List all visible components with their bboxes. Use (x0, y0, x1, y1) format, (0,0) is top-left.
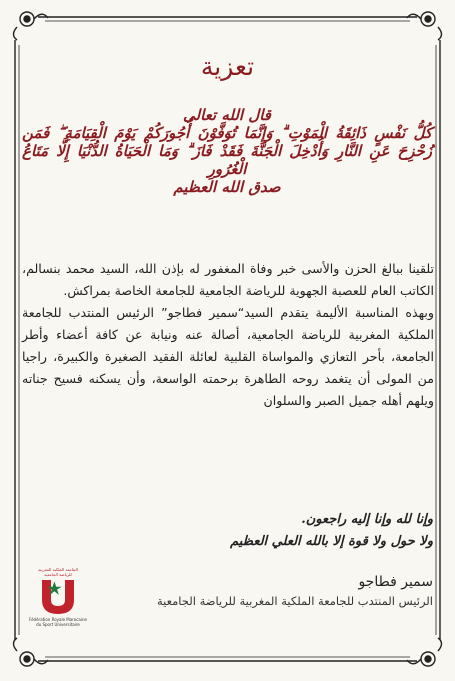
body-paragraph-1: تلقينا ببالغ الحزن والأسى خبر وفاة المغفور له بإذن الله، السيد محمد بنسالم، الكاتب العام للعصبة الجهوية للرياضة الجامعية للجامعة الخاصة بمراكش. (22, 261, 434, 298)
federation-logo (20, 565, 96, 627)
verse-intro: قال الله تعالى (183, 106, 271, 124)
quran-verse-block (22, 106, 432, 196)
condolence-body (22, 258, 434, 412)
body-paragraph-2: وبهذه المناسبة الأليمة يتقدم السيد“سمير فطاجو” الرئيس المنتدب للجامعة الملكية المغربية للرياضة الجامعية، أصالة عنه ونيابة عن كافة أعضاء وأطر الجامعة، بأحر التعازي والمواساة القلبية لعائلة الفقيد الصغيرة والكبيرة، راجيا من المولى أن يتغمد روحه الطاهرة برحمته الواسعة، وأن يسكنه فسيح جناته ويلهم أهله جميل الصبر والسلوان (22, 305, 434, 408)
closing-line-2: ولا حول ولا قوة إلا بالله العلي العظيم (230, 534, 433, 549)
logo-text-fr-1: Fédération Royale Marocaine (29, 617, 87, 622)
logo-text-ar-1: الجامعة الملكية المغربية (38, 567, 78, 572)
logo-text-fr-2: du Sport Universitaire (36, 622, 80, 627)
logo-emblem-icon (20, 578, 96, 618)
page-title: تعزية (200, 52, 255, 81)
verse-text: كُلُّ نَفْسٍ ذَائِقَةُ الْمَوْتِ ۗ وَإِنَّمَا تُوَفَّوْنَ أُجُورَكُمْ يَوْمَ الْقِيَامَةِ ۖ فَمَن زُحْزِحَ عَنِ النَّارِ وَأُدْخِلَ الْجَنَّةَ فَقَدْ فَازَ ۗ وَمَا الْحَيَاةُ الدُّنْيَا إِلَّا مَتَاعُ الْغُرُورِ (22, 124, 432, 178)
closing-line-1: وإنا لله وإنا إليه راجعون. (301, 512, 433, 527)
closing-prayer (21, 509, 433, 553)
verse-ending: صدق الله العظيم (173, 178, 281, 196)
logo-text-ar-2: للرياضة الجامعية (44, 572, 72, 577)
signature-role: الرئيس المنتدب للجامعة الملكية المغربية للرياضة الجامعية (156, 594, 433, 608)
signature-name: سمير فطاجو (358, 574, 433, 590)
